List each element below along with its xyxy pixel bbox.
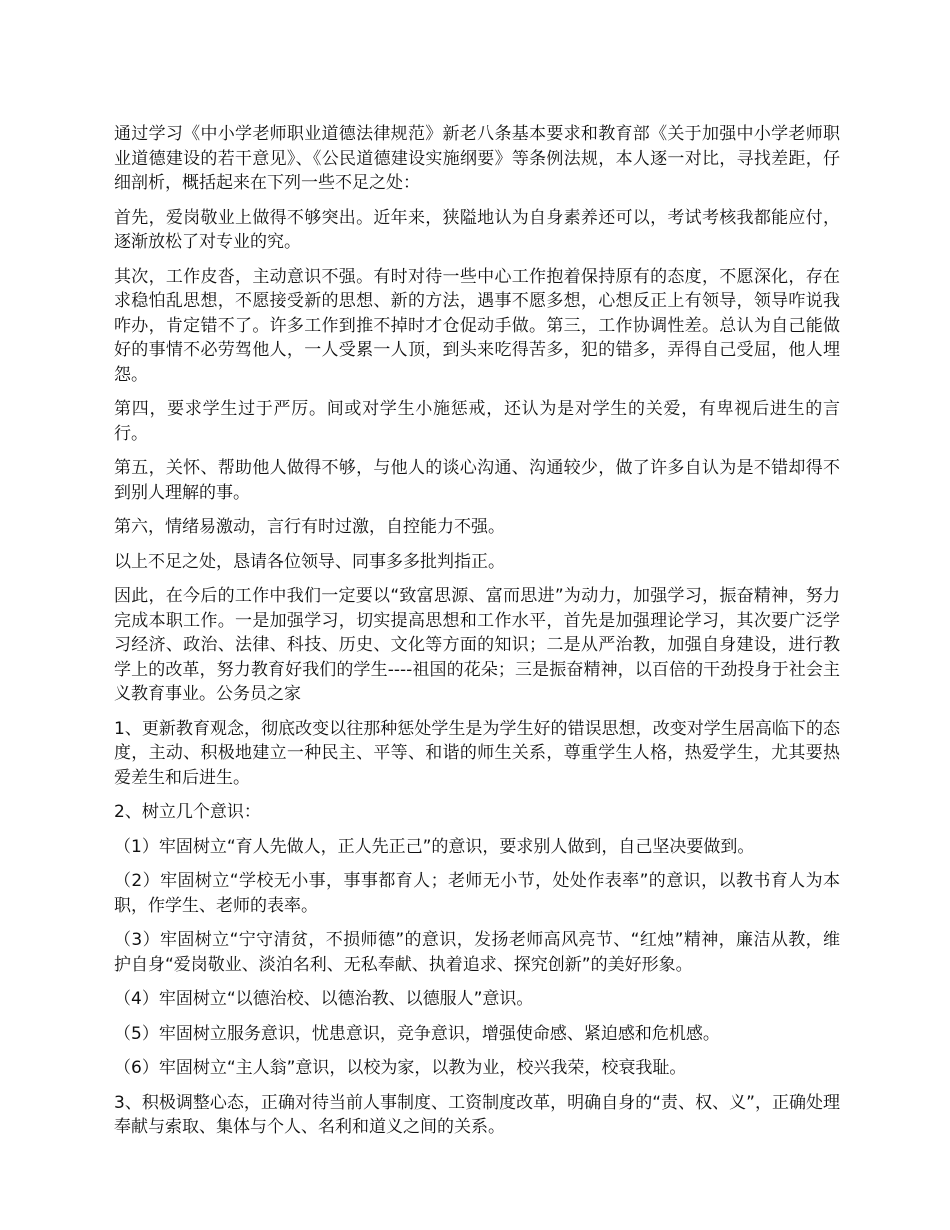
- paragraph-intro: 通过学习《中小学老师职业道德法律规范》新老八条基本要求和教育部《关于加强中小学老师职业道德建设的若干意见》、《公民道德建设实施纲要》等条例法规，本人逐一对比，寻找差距，仔细剖析，概括起来在下列一些不足之处：: [114, 124, 840, 193]
- paragraph-subitem-4: （4）牢固树立“以德治校、以德治教、以德服人”意识。: [114, 989, 534, 1009]
- paragraph-subitem-2: （2）牢固树立“学校无小事，事事都育人；老师无小节，处处作表率”的意识，以教书育人为本职，作学生、老师的表率。: [114, 871, 840, 916]
- paragraph-future-work: 因此，在今后的工作中我们一定要以“致富思源、富而思进”为动力，加强学习，振奋精神，努力完成本职工作。一是加强学习，切实提高思想和工作水平，首先是加强理论学习，其次要广泛学习经济、政治、法律、科技、历史、文化等方面的知识；二是从严治教，加强自身建设，进行教学上的改革，努力教育好我们的学生----祖国的花朵；三是振奋精神，以百倍的干劲投身于社会主义教育事业。公务员之家: [114, 586, 840, 704]
- paragraph-subitem-1: （1）牢固树立“育人先做人，正人先正己”的意识，要求别人做到，自己坚决要做到。: [114, 836, 755, 857]
- paragraph-request-criticism: 以上不足之处，恳请各位领导、同事多多批判指正。: [114, 551, 505, 572]
- paragraph-fifth-shortcoming: 第五，关怀、帮助他人做得不够，与他人的谈心沟通、沟通较少，做了许多自认为是不错却得不到别人理解的事。: [114, 458, 840, 503]
- paragraph-sixth-shortcoming: 第六，情绪易激动，言行有时过激，自控能力不强。: [114, 517, 505, 537]
- paragraph-fourth-shortcoming: 第四，要求学生过于严厉。间或对学生小施惩戒，还认为是对学生的关爱，有卑视后进生的言行。: [114, 399, 840, 444]
- paragraph-subitem-6: （6）牢固树立“主人翁”意识，以校为家，以教为业，校兴我荣，校衰我耻。: [114, 1058, 687, 1078]
- paragraph-item-1: 1、更新教育观念，彻底改变以往那种惩处学生是为学生好的错误思想，改变对学生居高临下的态度，主动、积极地建立一种民主、平等、和谐的师生关系，尊重学生人格，热爱学生，尤其要热爱差生和后进生。: [114, 718, 840, 788]
- paragraph-item-2: 2、树立几个意识：: [114, 802, 261, 822]
- paragraph-second-third-shortcoming: 其次，工作皮沓，主动意识不强。有时对待一些中心工作抱着保持原有的态度，不愿深化，存在求稳怕乱思想，不愿接受新的思想、新的方法，遇事不愿多想，心想反正上有领导，领导咋说我咋办，肯定错不了。许多工作到推不掉时才仓促动手做。第三，工作协调性差。总认为自己能做好的事情不必劳驾他人，一人受累一人顶，到头来吃得苦多，犯的错多，弄得自己受屈，他人埋怨。: [114, 266, 840, 385]
- paragraph-first-shortcoming: 首先，爱岗敬业上做得不够突出。近年来，狭隘地认为自身素养还可以，考试考核我都能应付，逐渐放松了对专业的究。: [114, 207, 840, 252]
- paragraph-subitem-5: （5）牢固树立服务意识，忧患意识，竞争意识，增强使命感、紧迫感和危机感。: [114, 1023, 720, 1044]
- paragraph-item-3: 3、积极调整心态，正确对待当前人事制度、工资制度改革，明确自身的“责、权、义”，正确处理奉献与索取、集体与个人、名利和道义之间的关系。: [114, 1092, 840, 1137]
- document-body: [114, 122, 840, 1150]
- paragraph-subitem-3: （3）牢固树立“宁守清贫，不损师德”的意识，发扬老师高风亮节、“红烛”精神，廉洁从教，维护自身“爱岗敬业、淡泊名利、无私奉献、执着追求、探究创新”的美好形象。: [114, 930, 840, 975]
